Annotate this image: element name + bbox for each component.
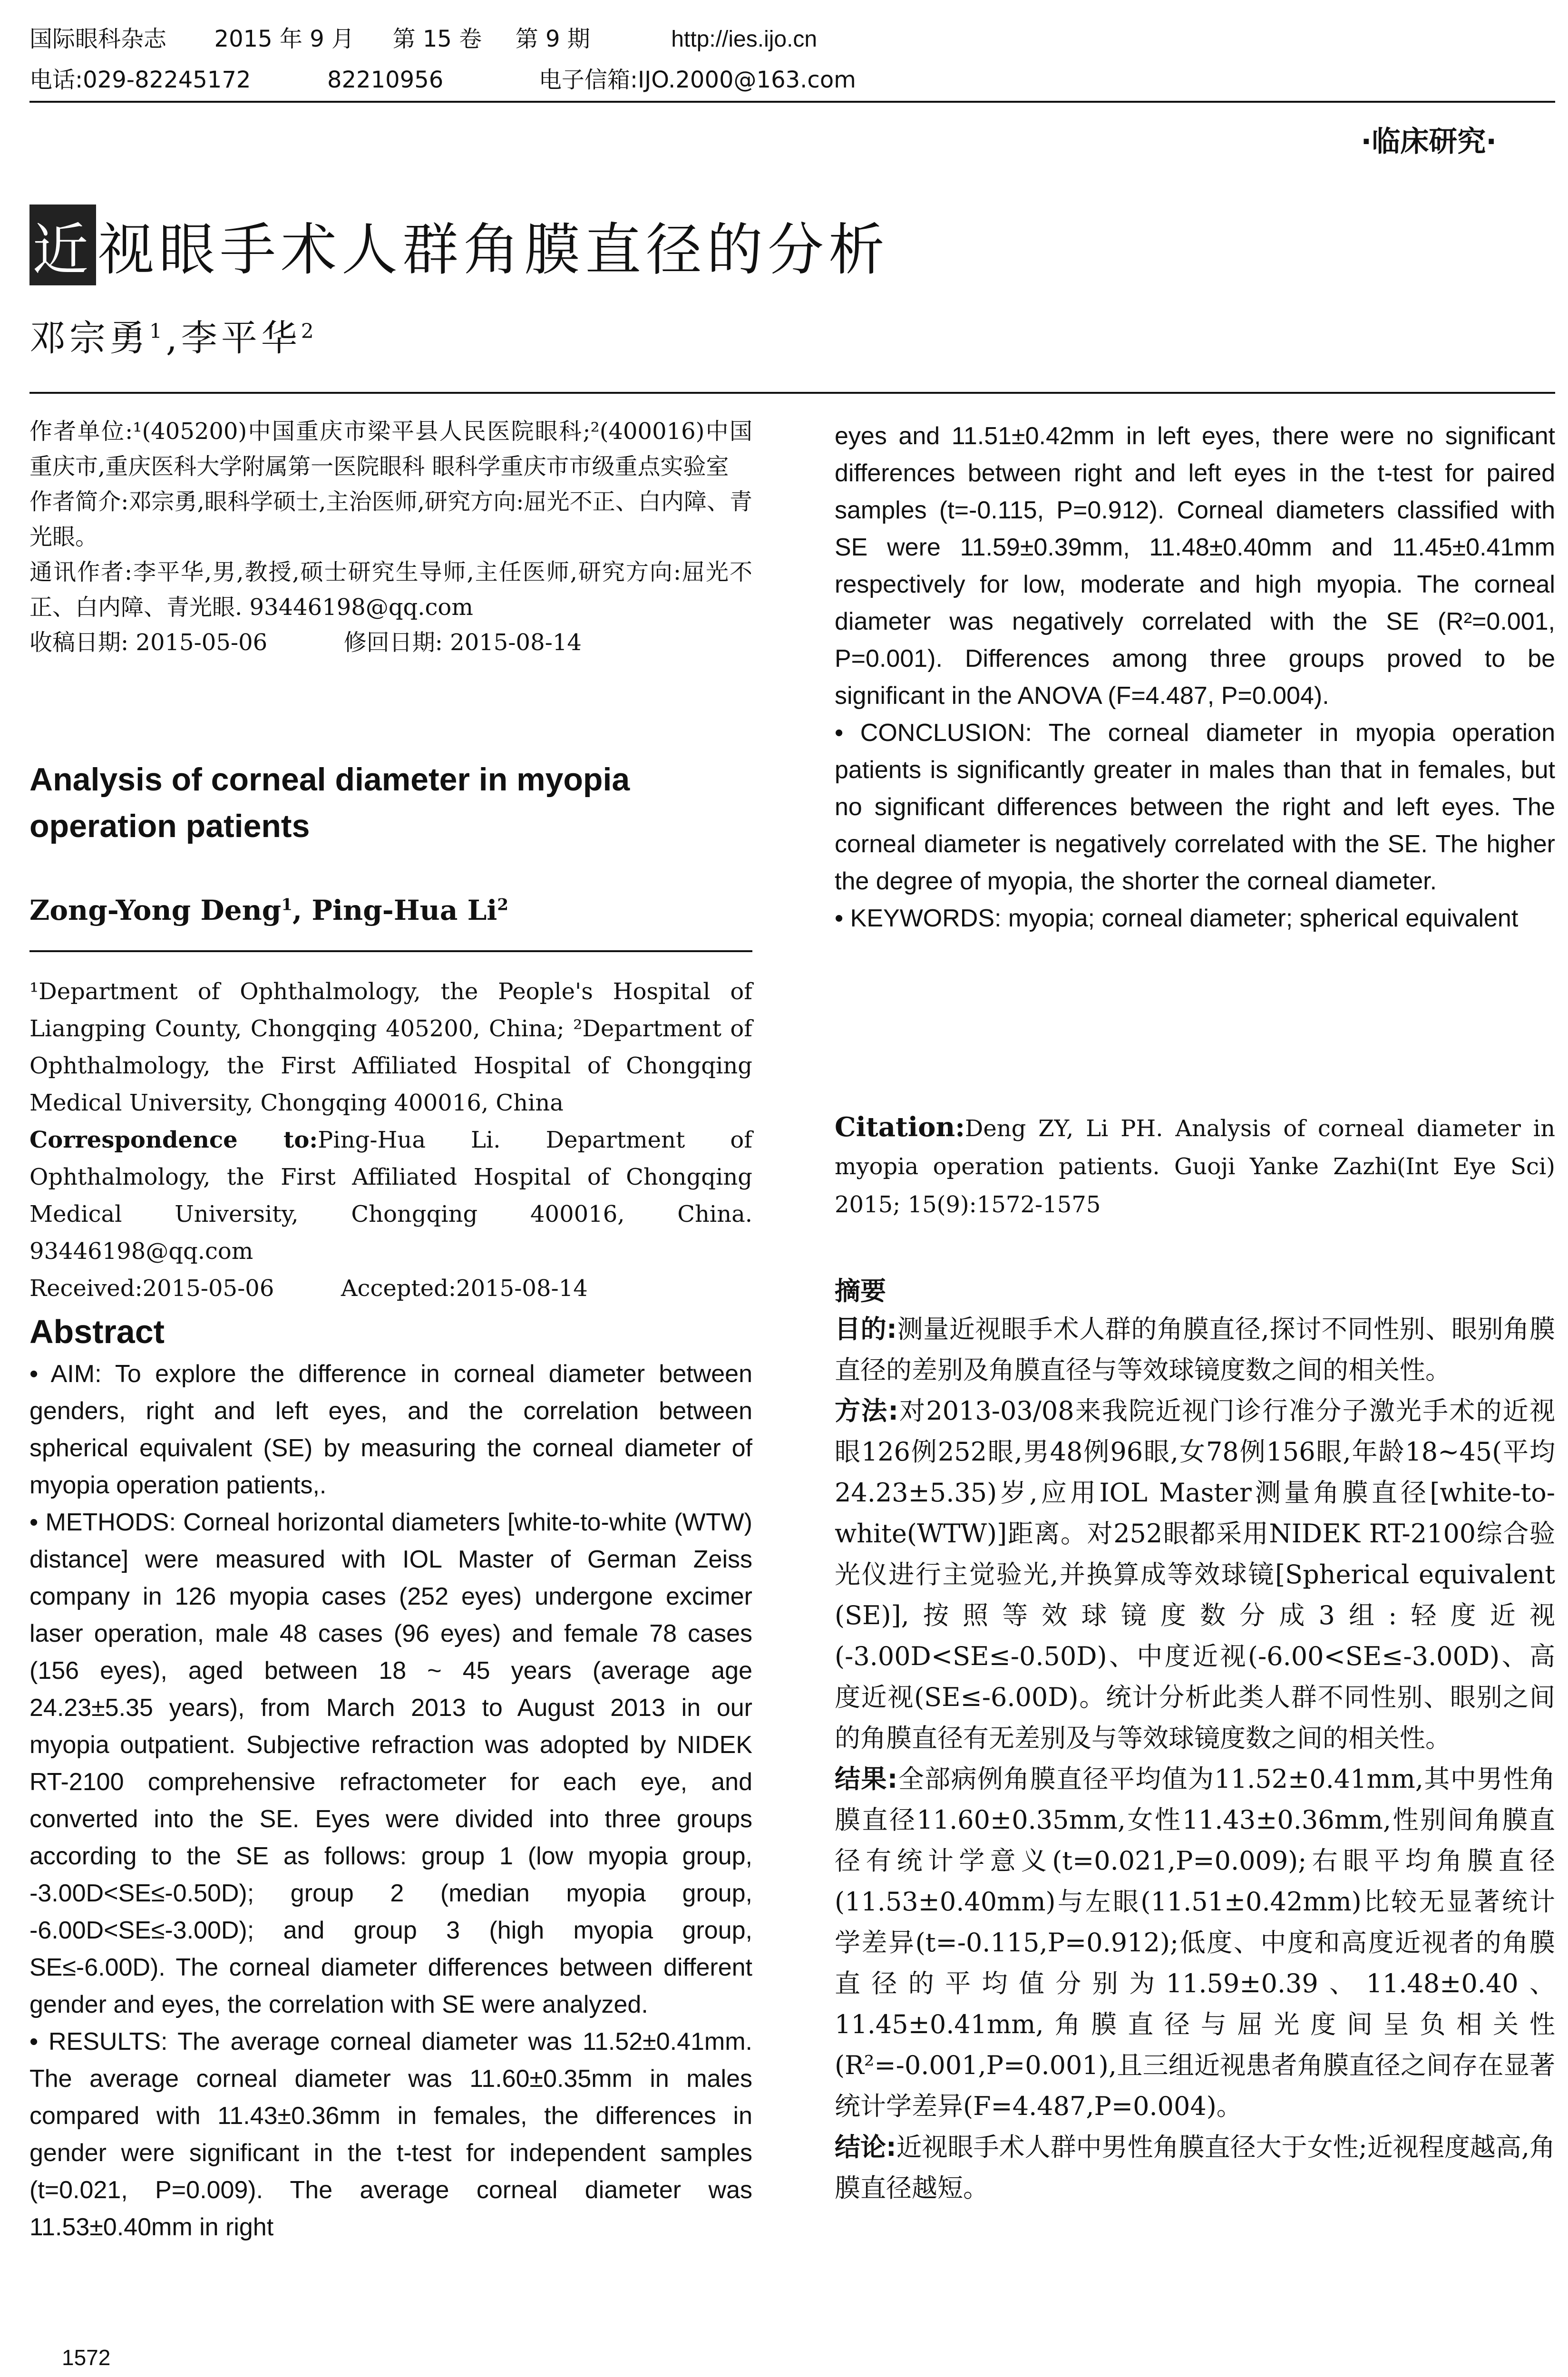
english-accepted: Accepted:2015-08-14 (341, 1275, 588, 1302)
volume: 第 15 卷 (392, 26, 482, 52)
issue-number: 第 9 期 (515, 26, 590, 52)
issue-date: 2015 年 9 月 (214, 26, 355, 52)
zh-abstract-body (835, 1309, 1555, 2209)
zh-aim: 目的:测量近视眼手术人群的角膜直径,探讨不同性别、眼别角膜直径的差别及角膜直径与等效球镜度数之间的相关性。 (835, 1314, 1555, 1385)
zh-abstract-heading: 摘要 (835, 1276, 886, 1306)
abstract-results-part-2: eyes and 11.51±0.42mm in left eyes, there were no significant differences between right and left eyes in the t-test for paired samples (t=-0.115, P=0.912). Corneal diameters classified with SE were 11.59±0.39mm, 11.48±0.40mm and 11.45±0.41mm respectively for low, moderate and high myopia. The corneal diameter was negatively correlated with the SE (R²=0.001, P=0.001). Differences among three groups proved to be significant in the ANOVA (F=4.487, P=0.004). (835, 422, 1555, 710)
citation-text: Deng ZY, Li PH. Analysis of corneal diameter in myopia operation patients. Guoji Yanke Zazhi(Int Eye Sci) 2015; 15(9):1572-1575 (835, 1115, 1555, 1218)
abstract-heading: Abstract (29, 1313, 165, 1350)
author-1: 邓宗勇 (29, 317, 149, 359)
citation-label: Citation: (835, 1111, 965, 1143)
journal-header-line-1 (29, 24, 817, 55)
english-author-rule (29, 950, 752, 952)
phone-2: 82210956 (327, 67, 444, 93)
citation (835, 1108, 1555, 1224)
journal-name: 国际眼科杂志 (29, 26, 167, 52)
journal-url[interactable]: http://ies.ijo.cn (671, 27, 818, 52)
title-rest: 视眼手术人群角膜直径的分析 (98, 217, 890, 283)
article-title (29, 205, 889, 285)
zh-results: 结果:全部病例角膜直径平均值为11.52±0.41mm,其中男性角膜直径11.60±0.35mm,女性11.43±0.36mm,性别间角膜直径有统计学意义(t=0.021,P=0.009);右眼平均角膜直径(11.53±0.40mm)与左眼(11.51±0.42mm)比较无显著统计学差异(t=-0.115,P=0.912);低度、中度和高度近视者的角膜直径的平均值分别为11.59±0.39、11.48±0.40、11.45±0.41mm,角膜直径与屈光度间呈负相关性(R²=-0.001,P=0.001),且三组近视患者角膜直径之间存在显著统计学差异(F=4.487,P=0.004)。 (835, 1764, 1555, 2121)
abstract-results-part-1: • RESULTS: The average corneal diameter was 11.52±0.41mm. The average corneal diameter was 11.60±0.35mm in males compared with 11.43±0.36mm in females, the differences in gender were significant in the t-test for independent samples (t=0.021, P=0.009). The average corneal diameter was 11.53±0.40mm in right (29, 2028, 752, 2241)
english-affiliation-block (29, 973, 752, 1307)
english-correspondence: Correspondence to:Ping-Hua Li. Department of Ophthalmology, the First Affiliated Hospital of Chongqing Medical University, Chongqing 400016, China. 93446198@qq.com (29, 1127, 752, 1265)
abstract-aim: • AIM: To explore the difference in corneal diameter between genders, right and left eyes, and the correlation between spherical equivalent (SE) by measuring the corneal diameter of myopia operation patients,. (29, 1360, 752, 1499)
english-dates (29, 1270, 752, 1307)
abstract-body-right (835, 418, 1555, 937)
received-zh: 收稿日期: 2015-05-06 (29, 629, 268, 656)
author-2-affil: 2 (301, 319, 318, 343)
author-info-zh (29, 414, 752, 660)
author-bio: 作者简介:邓宗勇,眼科学硕士,主治医师,研究方向:屈光不正、白内障、青光眼。 (29, 488, 752, 550)
phone: 电话:029-82245172 (29, 67, 251, 93)
author-2: 李平华 (181, 317, 301, 359)
english-author-2: Ping-Hua Li (312, 894, 497, 926)
english-title: Analysis of corneal diameter in myopia operation patients (29, 761, 630, 844)
corresponding-author: 通讯作者:李平华,男,教授,硕士研究生导师,主任医师,研究方向:屈光不正、白内障、青光眼. 93446198@qq.com (29, 559, 752, 621)
section-tag: ·临床研究· (1361, 125, 1497, 158)
header-rule (29, 101, 1555, 103)
abstract-conclusion: • CONCLUSION: The corneal diameter in myopia operation patients is significantly greater in males than that in females, but no significant differences between the right and left eyes. The corneal diameter is negatively correlated with the SE. The higher the degree of myopia, the shorter the corneal diameter. (835, 719, 1555, 895)
abstract-methods: • METHODS: Corneal horizontal diameters [white-to-white (WTW) distance] were measured with IOL Master of German Zeiss company in 126 myopia cases (252 eyes) undergone excimer laser operation, male 48 cases (96 eyes) and female 78 cases (156 eyes), aged between 18 ~ 45 years (average age 24.23±5.35 years), from March 2013 to August 2013 in our myopia outpatient. Subjective refraction was adopted by NIDEK RT-2100 comprehensive refractometer for each eye, and converted into the SE. Eyes were divided into three groups according to the SE as follows: group 1 (low myopia group, -3.00D<SE≤-0.50D); group 2 (median myopia group, -6.00D<SE≤-3.00D); and group 3 (high myopia group, SE≤-6.00D). The corneal diameter differences between different gender and eyes, the correlation with SE were analyzed. (29, 1509, 752, 2018)
email[interactable]: 电子信箱:IJO.2000@163.com (538, 67, 856, 93)
abstract-keywords: • KEYWORDS: myopia; corneal diameter; spherical equivalent (835, 905, 1519, 932)
english-author-1: Zong-Yong Deng (29, 894, 282, 926)
english-received: Received:2015-05-06 (29, 1275, 274, 1302)
author-1-affil: 1 (149, 319, 166, 343)
abstract-body-left (29, 1355, 752, 2246)
author-unit: 作者单位:¹(405200)中国重庆市梁平县人民医院眼科;²(400016)中国重庆市,重庆医科大学附属第一医院眼科 眼科学重庆市市级重点实验室 (29, 418, 752, 480)
revised-zh: 修回日期: 2015-08-14 (343, 629, 582, 656)
page-number: 1572 (62, 2345, 111, 2370)
zh-conclusion: 结论:近视眼手术人群中男性角膜直径大于女性;近视程度越高,角膜直径越短。 (835, 2132, 1555, 2203)
english-authors: Zong-Yong Deng$^1$, Ping-Hua Li$^2$ (29, 894, 509, 926)
author-list-zh: 邓宗勇$^1$,李平华$^2$ (29, 317, 318, 359)
dates-zh (29, 625, 752, 660)
title-drop-char: 近 (29, 205, 96, 285)
title-rule (29, 392, 1555, 394)
english-affiliation: ¹Department of Ophthalmology, the People's Hospital of Liangping County, Chongqing 405200, China; ²Department of Ophthalmology, the First Affiliated Hospital of Chongqing Medical University, Chongqing 400016, China (29, 978, 752, 1116)
zh-methods: 方法:对2013-03/08来我院近视门诊行准分子激光手术的近视眼126例252眼,男48例96眼,女78例156眼,年龄18~45(平均24.23±5.35)岁,应用IOL Master测量角膜直径[white-to-white(WTW)]距离。对252眼都采用NIDEK RT-2100综合验光仪进行主觉验光,并换算成等效球镜[Spherical equivalent (SE)],按照等效球镜度数分成3组:轻度近视(-3.00D<SE≤-0.50D)、中度近视(-6.00<SE≤-3.00D)、高度近视(SE≤-6.00D)。统计分析此类人群不同性别、眼别之间的角膜直径有无差别及与等效球镜度数之间的相关性。 (835, 1396, 1555, 1753)
journal-header-line-2 (29, 65, 856, 95)
